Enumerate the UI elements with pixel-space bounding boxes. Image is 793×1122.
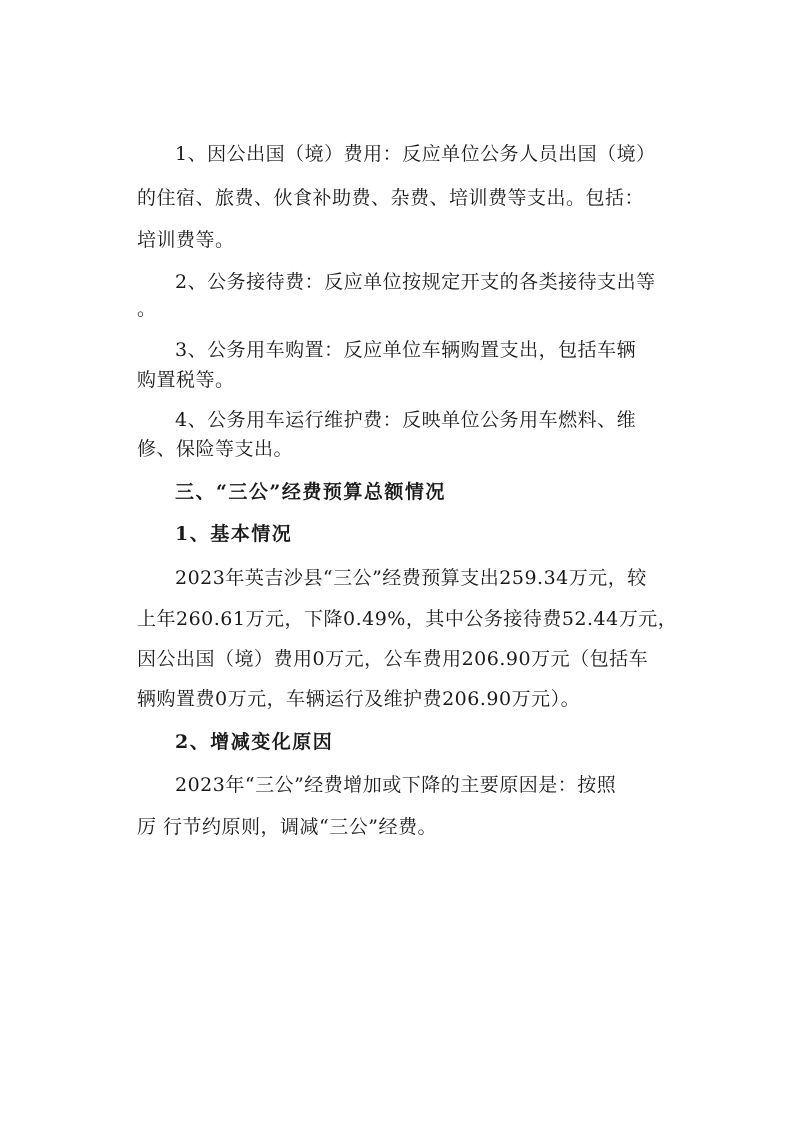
sub1-line3: 因公出国（境）费用0万元，公车费用206.90万元（包括车 <box>137 648 649 670</box>
item4-line2: 修、保险等支出。 <box>137 438 294 460</box>
item3-line1: 3、公务用车购置：反应单位车辆购置支出，包括车辆 <box>175 339 637 361</box>
item4-line1: 4、公务用车运行维护费：反映单位公务用车燃料、维 <box>175 409 637 431</box>
sub2-line2: 厉 行节约原则，调减“三公”经费。 <box>137 816 437 838</box>
item2-line1: 2、公务接待费：反应单位按规定开支的各类接待支出等 <box>175 271 656 293</box>
sub1-line4: 辆购置费0万元，车辆运行及维护费206.90万元）。 <box>137 688 581 710</box>
sub1-line1: 2023年英吉沙县“三公”经费预算支出259.34万元，较 <box>175 567 647 589</box>
sub2-line1: 2023年“三公”经费增加或下降的主要原因是：按照 <box>175 774 617 796</box>
item1-line1: 1、因公出国（境）费用：反应单位公务人员出国（境） <box>175 143 656 165</box>
item2-line2: 。 <box>137 298 157 320</box>
subsection2-heading: 2、增减变化原因 <box>175 731 334 753</box>
item3-line2: 购置税等。 <box>137 369 235 391</box>
section3-heading: 三、“三公”经费预算总额情况 <box>175 481 446 503</box>
item1-line2: 的住宿、旅费、伙食补助费、杂费、培训费等支出。包括： <box>137 187 645 209</box>
subsection1-heading: 1、基本情况 <box>175 523 293 545</box>
sub1-line2: 上年260.61万元，下降0.49%，其中公务接待费52.44万元， <box>137 608 678 630</box>
item1-line3: 培训费等。 <box>137 229 235 251</box>
